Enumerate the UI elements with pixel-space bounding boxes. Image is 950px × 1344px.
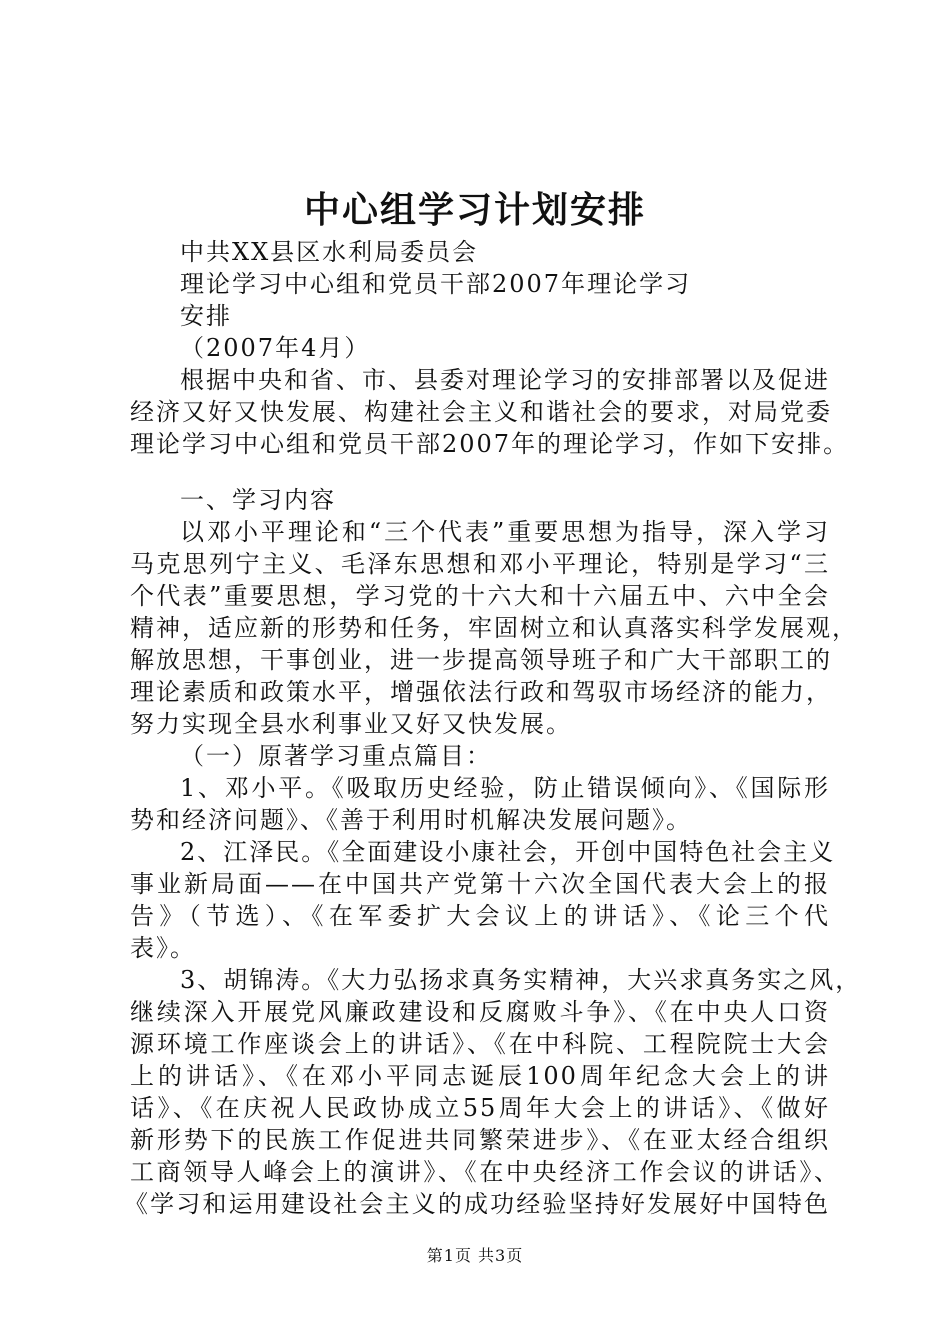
section-heading: 一、学习内容: [180, 486, 336, 514]
list-item-line: 继续深入开展党风廉政建设和反腐败斗争》、《在中央人口资: [130, 998, 830, 1026]
paragraph-line: 精神，适应新的形势和任务，牢固树立和认真落实科学发展观，: [130, 614, 858, 642]
paragraph-line: 个代表”重要思想，学习党的十六大和十六届五中、六中全会: [130, 582, 830, 610]
subtitle-line-2: 安排: [180, 302, 232, 330]
paragraph-line: 解放思想，干事创业，进一步提高领导班子和广大干部职工的: [130, 646, 832, 674]
intro-line: 根据中央和省、市、县委对理论学习的安排部署以及促进: [180, 366, 830, 394]
paragraph-line: 努力实现全县水利事业又好又快发展。: [130, 710, 572, 738]
list-item-line: 事业新局面——在中国共产党第十六次全国代表大会上的报: [130, 870, 830, 898]
subtitle-line: 理论学习中心组和党员干部2007年理论学习: [180, 270, 692, 298]
intro-line: 理论学习中心组和党员干部2007年的理论学习，作如下安排。: [130, 430, 850, 458]
sub-heading: （一）原著学习重点篇目：: [180, 742, 492, 770]
paragraph-line: 理论素质和政策水平，增强依法行政和驾驭市场经济的能力，: [130, 678, 832, 706]
intro-line: 经济又好又快发展、构建社会主义和谐社会的要求，对局党委: [130, 398, 832, 426]
org-name: 中共XX县区水利局委员会: [180, 238, 479, 266]
list-item-line: 源环境工作座谈会上的讲话》、《在中科院、工程院院士大会: [130, 1030, 830, 1058]
paragraph-line: 以邓小平理论和“三个代表”重要思想为指导，深入学习: [180, 518, 830, 546]
list-item-line: 新形势下的民族工作促进共同繁荣进步》、《在亚太经合组织: [130, 1126, 830, 1154]
paragraph-line: 马克思列宁主义、毛泽东思想和邓小平理论，特别是学习“三: [130, 550, 830, 578]
page-footer: 第1页 共3页: [426, 1246, 524, 1265]
document-title: 中心组学习计划安排: [303, 189, 646, 231]
list-item-line: 3、胡锦涛。《大力弘扬求真务实精神，大兴求真务实之风，: [180, 966, 862, 994]
list-item-line: 1、邓小平。《吸取历史经验，防止错误倾向》、《国际形: [180, 774, 830, 802]
list-item-line: 话》、《在庆祝人民政协成立55周年大会上的讲话》、《做好: [130, 1094, 830, 1122]
list-item-line: 表》。: [130, 934, 196, 962]
list-item-line: 《学习和运用建设社会主义的成功经验坚持好发展好中国特色: [124, 1190, 830, 1218]
list-item-line: 告》（节选）、《在军委扩大会议上的讲话》、《论三个代: [130, 902, 830, 930]
list-item-line: 势和经济问题》、《善于利用时机解决发展问题》。: [130, 806, 692, 834]
list-item-line: 2、江泽民。《全面建设小康社会，开创中国特色社会主义: [180, 838, 836, 866]
list-item-line: 上的讲话》、《在邓小平同志诞辰100周年纪念大会上的讲: [130, 1062, 830, 1090]
list-item-line: 工商领导人峰会上的演讲》、《在中央经济工作会议的讲话》、: [130, 1158, 840, 1186]
date-line: （2007年4月）: [180, 334, 371, 362]
